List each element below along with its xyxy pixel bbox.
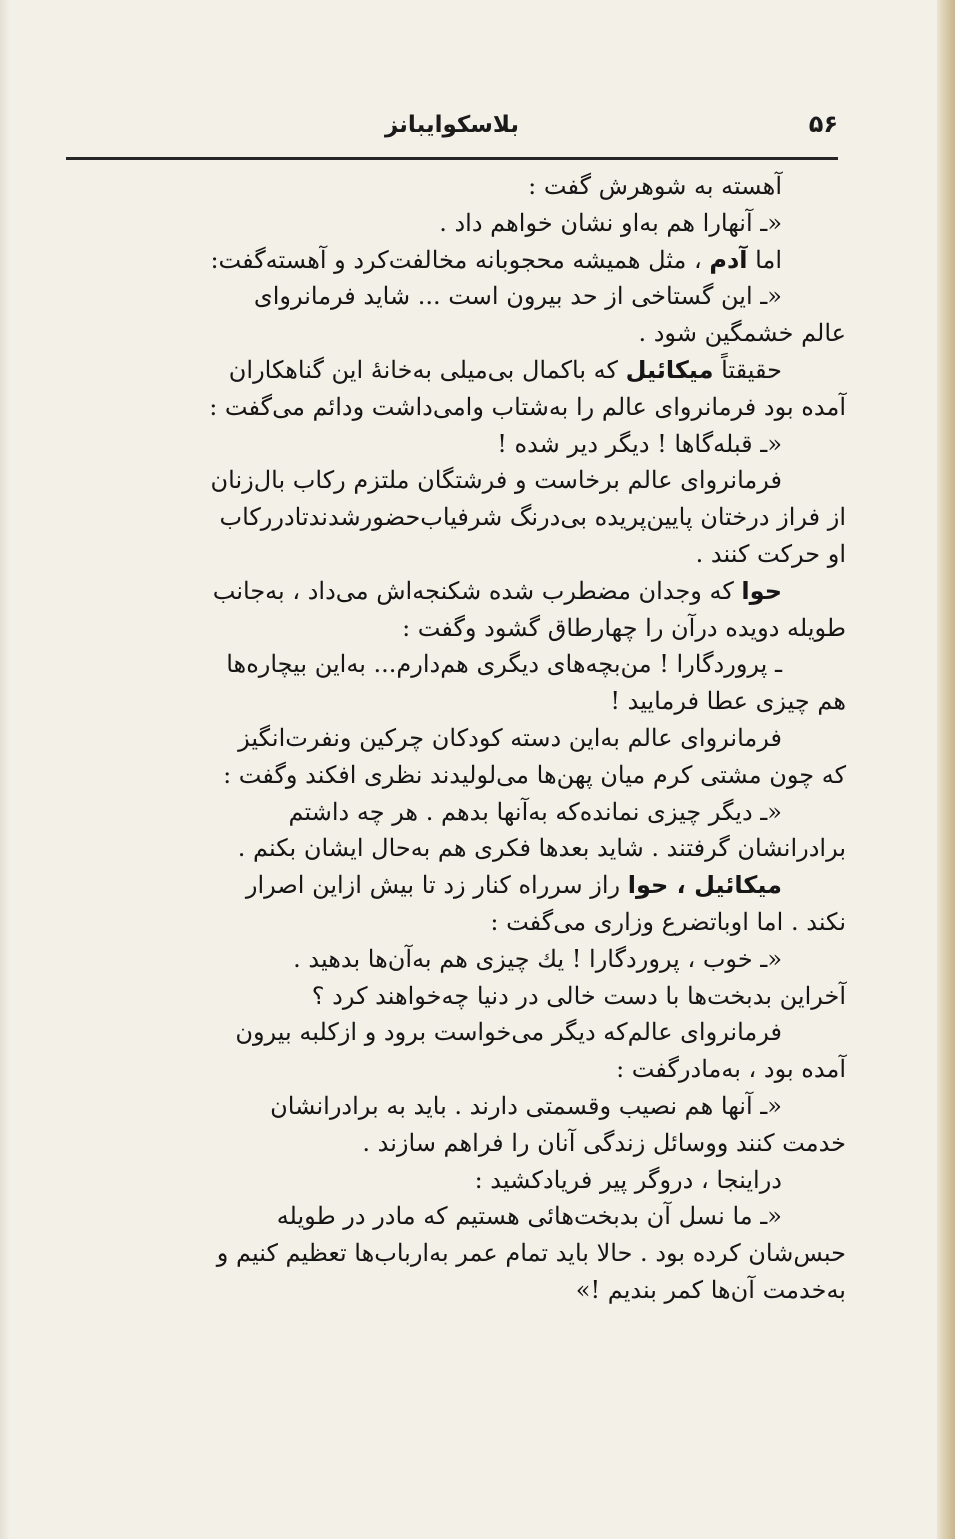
- text-line: «ـ دیگر چیزی نمانده‌که به‌آنها بدهم . هر چه داشتم: [288, 797, 782, 826]
- text-line: [66, 867, 846, 904]
- text-line: [66, 352, 846, 389]
- page-gutter-shadow: [0, 0, 10, 1539]
- text-line: خدمت کنند ووسائل زندگی آنان را فراهم سازند .: [362, 1128, 846, 1157]
- text-segment: اما: [747, 245, 782, 274]
- text-line: «ـ خوب ، پروردگارا ! یك چیزی هم به‌آن‌ها بدهید .: [293, 944, 782, 973]
- text-line: «ـ این گستاخی از حد بیرون است ... شاید فرمانروای: [253, 282, 782, 311]
- text-line: ـ پروردگارا ! من‌بچه‌های دیگری هم‌دارم... به‌این بیچاره‌ها: [226, 650, 782, 679]
- character-name: میکائیل ، حوا: [627, 871, 782, 900]
- text-segment: راز سرراه کنار زد تا بیش ازاین اصرار: [245, 871, 628, 900]
- header-rule: [66, 157, 838, 160]
- character-name: میکائیل: [625, 355, 714, 384]
- text-line: فرمانروای عالم برخاست و فرشتگان ملتزم رکاب بال‌زنان: [210, 466, 782, 495]
- text-line: آمده بود ، به‌مادرگفت :: [616, 1055, 846, 1084]
- text-line: دراینجا ، دروگر پیر فریادکشید :: [474, 1165, 782, 1194]
- text-line: از فراز درختان پایین‌پریده بی‌درنگ شرفیاب‌حضورشدندتادررکاب: [219, 503, 846, 532]
- text-line: آخراین بدبخت‌ها با دست خالی در دنیا چه‌خواهند کرد ؟: [311, 981, 846, 1010]
- page-number: ۵۶: [808, 110, 838, 138]
- page-header: [66, 110, 838, 150]
- text-line: فرمانروای عالم به‌این دسته کودکان چرکین ونفرت‌انگیز: [238, 723, 782, 752]
- text-line: «ـ ما نسل آن بدبخت‌هائی هستیم که مادر در طویله: [276, 1202, 782, 1231]
- text-line: او حرکت کنند .: [695, 539, 846, 568]
- text-line: عالم خشمگین شود .: [638, 319, 846, 348]
- running-title: بلاسکوایبانز: [384, 112, 519, 138]
- text-line: که چون مشتی کرم میان پهن‌ها می‌لولیدند نظری افکند وگفت :: [223, 760, 846, 789]
- text-line: هم چیزی عطا فرمایید !: [610, 687, 846, 716]
- text-line: به‌خدمت آن‌ها کمر بندیم !»: [575, 1275, 846, 1304]
- text-line: آمده بود فرمانروای عالم را به‌شتاب وامی‌داشت ودائم می‌گفت :: [209, 392, 846, 421]
- text-segment: حقیقتاً: [713, 355, 782, 384]
- text-segment: که وجدان مضطرب شده شکنجه‌اش می‌داد ، به‌جانب: [212, 576, 742, 605]
- text-line: «ـ آنهارا هم به‌او نشان خواهم داد .: [439, 208, 782, 237]
- text-line: [66, 242, 846, 279]
- text-line: برادرانشان گرفتند . شاید بعدها فکری هم به‌حال ایشان بکنم .: [237, 834, 846, 863]
- character-name: آدم: [709, 245, 748, 274]
- text-line: [66, 573, 846, 610]
- text-line: حبس‌شان کرده بود . حالا باید تمام عمر به‌ارباب‌ها تعظیم کنیم و: [216, 1239, 846, 1268]
- text-segment: که باکمال بی‌میلی به‌خانهٔ این گناهکاران: [228, 355, 626, 384]
- text-line: آهسته به شوهرش گفت :: [528, 172, 782, 200]
- character-name: حوا: [741, 576, 782, 605]
- text-line: فرمانروای عالم‌که دیگر می‌خواست برود و ازکلبه بیرون: [235, 1018, 782, 1047]
- page-edge: [937, 0, 955, 1539]
- text-line: نکند . اما اوباتضرع وزاری می‌گفت :: [490, 907, 846, 936]
- text-segment: ، مثل همیشه محجوبانه مخالفت‌کرد و آهسته‌گفت:: [210, 245, 710, 274]
- body-text: [66, 168, 846, 1309]
- text-line: طویله دویده درآن را چهارطاق گشود وگفت :: [402, 613, 846, 642]
- text-line: «ـ آنها هم نصیب وقسمتی دارند . باید به برادرانشان: [270, 1091, 782, 1120]
- text-line: «ـ قبله‌گاها ! دیگر دیر شده !: [497, 429, 782, 458]
